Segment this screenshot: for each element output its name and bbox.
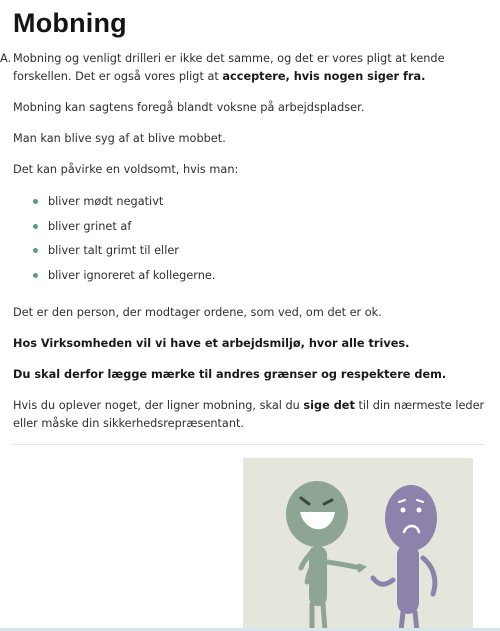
paragraph-affect: Det kan påvirke en voldsomt, hvis man: bbox=[13, 163, 239, 176]
sad-figure-icon bbox=[373, 485, 437, 631]
list-item: bliver grinet af bbox=[33, 218, 215, 243]
paragraph-sick: Man kan blive syg af at blive mobbet. bbox=[13, 132, 226, 145]
paragraph-closing bbox=[13, 397, 485, 433]
closing-end: til din nærmeste leder bbox=[354, 399, 485, 412]
intro-paragraph bbox=[0, 50, 472, 86]
paragraph-respect: Du skal derfor lægge mærke til andres grænser og respektere dem. bbox=[13, 368, 447, 381]
closing-bold: sige det bbox=[303, 399, 355, 412]
laughing-figure-icon bbox=[286, 481, 364, 631]
closing-line-2: eller måske din sikkerhedsrepræsentant. bbox=[13, 417, 245, 430]
page-title: Mobning bbox=[13, 8, 127, 38]
list-marker: A. bbox=[0, 52, 12, 65]
intro-bold: acceptere, hvis nogen siger fra. bbox=[222, 70, 426, 83]
closing-start: Hvis du oplever noget, der ligner mobning, skal du bbox=[13, 399, 304, 412]
illustration-svg bbox=[243, 458, 473, 631]
intro-line-2: forskellen. Det er også vores pligt at bbox=[13, 70, 223, 83]
divider bbox=[13, 444, 485, 445]
paragraph-workplace-goal: Hos Virksomheden vil vi have et arbejdsmiljø, hvor alle trives. bbox=[13, 337, 410, 350]
effects-list bbox=[33, 193, 215, 291]
paragraph-receiver: Det er den person, der modtager ordene, som ved, om det er ok. bbox=[13, 306, 382, 319]
paragraph-adults: Mobning kan sagtens foregå blandt voksne på arbejdspladser. bbox=[13, 101, 365, 114]
mobbing-illustration bbox=[243, 458, 473, 631]
list-item: bliver mødt negativt bbox=[33, 193, 215, 218]
intro-line-1: Mobning og venligt drilleri er ikke det samme, og det er vores pligt at kende bbox=[13, 52, 445, 65]
list-item: bliver talt grimt til eller bbox=[33, 242, 215, 267]
list-item: bliver ignoreret af kollegerne. bbox=[33, 267, 215, 292]
